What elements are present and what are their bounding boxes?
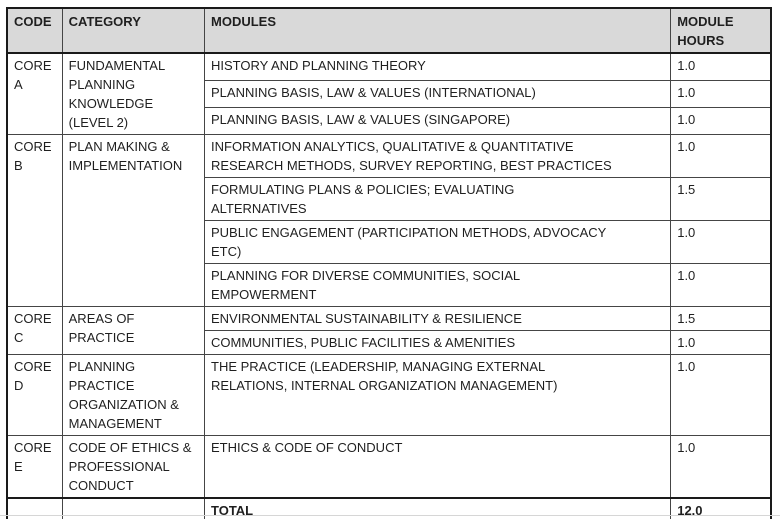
code-cell <box>7 436 62 499</box>
header-modules: MODULES <box>205 8 671 53</box>
hours-cell: 1.0 <box>671 53 771 81</box>
code-text: CORE B <box>14 139 52 173</box>
code-cell <box>7 307 62 355</box>
module-cell <box>205 436 671 499</box>
table-row <box>7 355 771 436</box>
table-row <box>7 135 771 178</box>
module-cell <box>205 264 671 307</box>
category-cell <box>62 307 204 355</box>
total-value-cell: 12.0 <box>671 498 771 519</box>
code-text: CORE E <box>14 440 52 474</box>
module-cell <box>205 53 671 81</box>
hours-cell: 1.0 <box>671 135 771 178</box>
hours-cell: 1.0 <box>671 355 771 436</box>
image-bottom-edge <box>0 515 780 516</box>
code-text: CORE D <box>14 359 52 393</box>
module-cell <box>205 135 671 178</box>
table-row <box>7 307 771 331</box>
hours-cell: 1.0 <box>671 436 771 499</box>
module-text: HISTORY AND PLANNING THEORY <box>211 58 426 73</box>
module-text: PLANNING BASIS, LAW & VALUES (SINGAPORE) <box>211 112 511 127</box>
module-cell <box>205 221 671 264</box>
category-text: CODE OF ETHICS & PROFESSIONAL CONDUCT <box>68 440 192 493</box>
header-row <box>7 8 771 53</box>
hours-cell: 1.0 <box>671 331 771 355</box>
hours-cell: 1.0 <box>671 108 771 135</box>
code-text: CORE C <box>14 311 52 345</box>
module-cell <box>205 355 671 436</box>
code-cell <box>7 53 62 135</box>
hours-cell: 1.5 <box>671 178 771 221</box>
header-hours: MODULE HOURS <box>671 8 771 53</box>
category-text: PLAN MAKING & IMPLEMENTATION <box>68 139 183 173</box>
category-cell <box>62 53 204 135</box>
category-text: FUNDAMENTAL PLANNING KNOWLEDGE (LEVEL 2) <box>68 58 165 130</box>
hours-cell: 1.0 <box>671 81 771 108</box>
module-text: INFORMATION ANALYTICS, QUALITATIVE & QUANTITATIVE RESEARCH METHODS, SURVEY REPORTING, BEST PRACTICES <box>211 139 612 173</box>
module-cell <box>205 81 671 108</box>
code-text: CORE A <box>14 58 52 92</box>
module-hours-table <box>6 7 772 519</box>
table-row <box>7 53 771 81</box>
table-row <box>7 436 771 499</box>
code-cell <box>7 135 62 307</box>
header-code: CODE <box>7 8 62 53</box>
hours-cell: 1.0 <box>671 221 771 264</box>
hours-cell: 1.5 <box>671 307 771 331</box>
category-cell <box>62 355 204 436</box>
module-text: ETHICS & CODE OF CONDUCT <box>211 440 403 455</box>
category-text: PLANNING PRACTICE ORGANIZATION & MANAGEMENT <box>68 359 179 431</box>
category-cell <box>62 135 204 307</box>
module-text: COMMUNITIES, PUBLIC FACILITIES & AMENITIES <box>211 335 516 350</box>
code-cell <box>7 355 62 436</box>
header-category: CATEGORY <box>62 8 204 53</box>
total-label-cell: TOTAL <box>205 498 671 519</box>
hours-cell: 1.0 <box>671 264 771 307</box>
module-text: ENVIRONMENTAL SUSTAINABILITY & RESILIENCE <box>211 311 522 326</box>
category-text: AREAS OF PRACTICE <box>68 311 135 345</box>
module-text: PLANNING BASIS, LAW & VALUES (INTERNATIONAL) <box>211 85 536 101</box>
module-text: THE PRACTICE (LEADERSHIP, MANAGING EXTERNAL RELATIONS, INTERNAL ORGANIZATION MANAGEMENT) <box>211 359 558 393</box>
module-text: PUBLIC ENGAGEMENT (PARTICIPATION METHODS, ADVOCACY ETC) <box>211 225 607 259</box>
category-cell <box>62 436 204 499</box>
module-cell <box>205 108 671 135</box>
module-text: PLANNING FOR DIVERSE COMMUNITIES, SOCIAL EMPOWERMENT <box>211 268 520 302</box>
module-cell <box>205 307 671 331</box>
module-cell <box>205 331 671 355</box>
module-cell <box>205 178 671 221</box>
module-text: FORMULATING PLANS & POLICIES; EVALUATING ALTERNATIVES <box>211 182 515 216</box>
